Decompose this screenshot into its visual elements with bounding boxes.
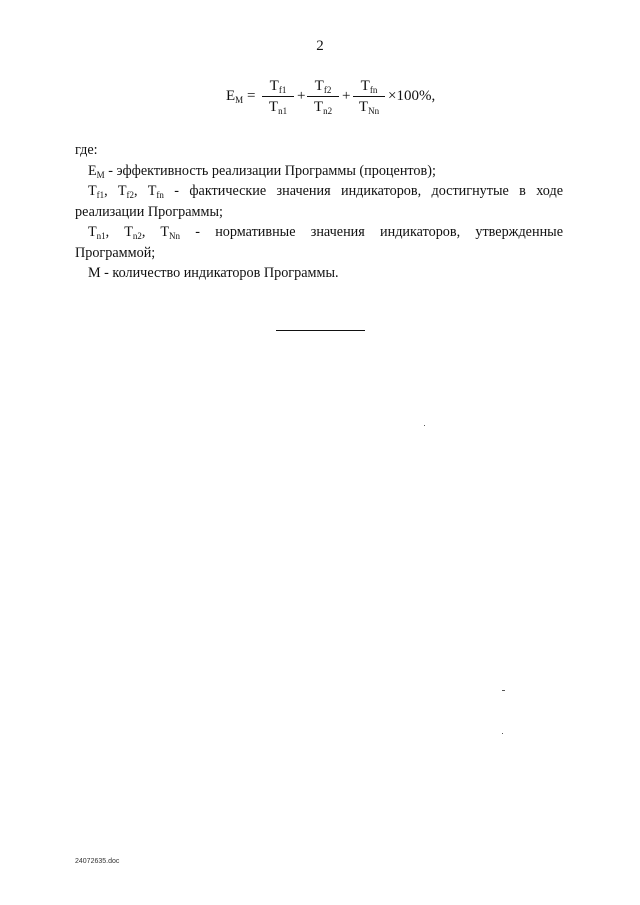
definitions [75, 140, 563, 284]
definition-em: $E_M$ - эффективность реализации Программы (процентов); [88, 162, 436, 180]
plus-sign: + [297, 88, 306, 104]
page-number: 2 [316, 38, 324, 54]
definition-tf: $T_{f1}$, $T_{f2}$, $T_{fn}$ - фактические значения индикаторов, достигнутые в ходе [88, 183, 563, 200]
scan-speck [502, 690, 505, 691]
formula-tail: ×100%, [388, 88, 436, 104]
definition-tn-continued: Программой; [75, 244, 156, 261]
fraction-1: $T_{f1}$ $T_{n1}$ [261, 76, 295, 117]
fraction-3: $T_{fn}$ $T_{Nn}$ [352, 76, 386, 117]
definition-m: M - количество индикаторов Программы. [88, 265, 339, 281]
footer-filename: 24072635.doc [75, 858, 120, 865]
plus-sign: + [342, 88, 351, 104]
definition-tf-continued: реализации Программы; [75, 203, 223, 220]
scan-speck [424, 425, 425, 426]
where-label: где: [75, 142, 98, 158]
scan-speck [502, 733, 503, 734]
definition-tn: $T_{n1}$, $T_{n2}$, $T_{Nn}$ - нормативные значения индикаторов, утвержденные [88, 224, 563, 241]
formula-lhs: $E_M$ = [226, 88, 256, 105]
end-rule [276, 330, 365, 331]
fraction-2: $T_{f2}$ $T_{n2}$ [306, 76, 340, 117]
